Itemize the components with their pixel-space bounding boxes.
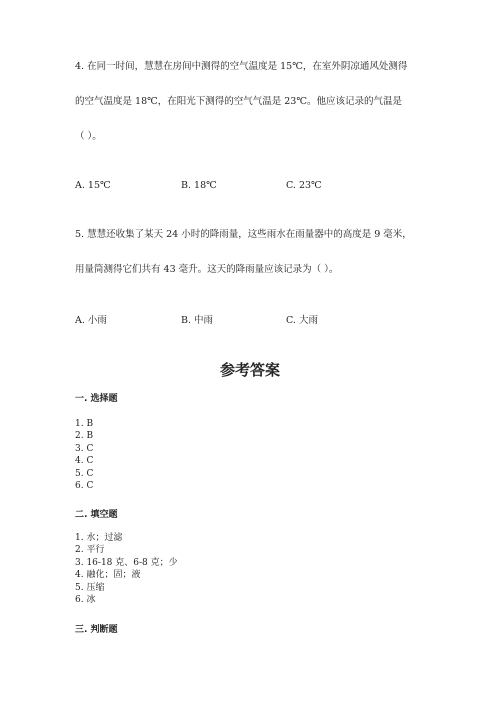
answer-item: 2. 平行 (75, 545, 105, 556)
question-4-line-1: 4. 在同一时间，慧慧在房间中测得的空气温度是 15℃，在室外阴凉通风处测得 (75, 61, 408, 72)
answer-item: 5. 压缩 (75, 582, 105, 593)
question-4-option-a: A. 15℃ (75, 180, 111, 191)
answers-title: 参考答案 (219, 361, 280, 379)
answer-item: 3. 16-18 克、6-8 克；少 (75, 557, 178, 568)
answer-item: 1. B (75, 419, 94, 429)
answer-item: 3. C (75, 443, 94, 454)
answer-item: 4. C (75, 456, 94, 467)
question-5-line-2: 用量筒测得它们共有 43 毫升。这天的降雨量应该记录为（ ）。 (75, 264, 339, 275)
question-4-line-3: （ ）。 (75, 131, 102, 142)
section-fill-heading: 二. 填空题 (75, 510, 118, 520)
answer-item: 1. 水；过滤 (75, 533, 123, 543)
answer-item: 4. 融化；固；液 (75, 570, 141, 581)
section-judge-heading: 三. 判断题 (75, 625, 118, 635)
question-5-line-1: 5. 慧慧还收集了某天 24 小时的降雨量，这些雨水在雨量器中的高度是 9 毫米， (75, 229, 412, 240)
question-4-option-c: C. 23℃ (286, 180, 322, 191)
question-5-option-b: B. 中雨 (181, 315, 214, 326)
answer-item: 5. C (75, 468, 94, 479)
question-5-option-a: A. 小雨 (75, 315, 107, 326)
section-fill-list (75, 532, 178, 606)
answer-item: 6. 冰 (75, 595, 96, 606)
question-4-line-2: 的空气温度是 18℃，在阳光下测得的空气气温是 23℃。他应该记录的气温是 (75, 96, 402, 107)
section-choice-list (75, 418, 93, 492)
question-4-option-b: B. 18℃ (181, 180, 217, 191)
answer-item: 6. C (75, 481, 94, 492)
question-5-option-c: C. 大雨 (286, 315, 318, 326)
section-choice-heading: 一. 选择题 (75, 394, 118, 404)
answer-item: 2. B (75, 431, 94, 442)
